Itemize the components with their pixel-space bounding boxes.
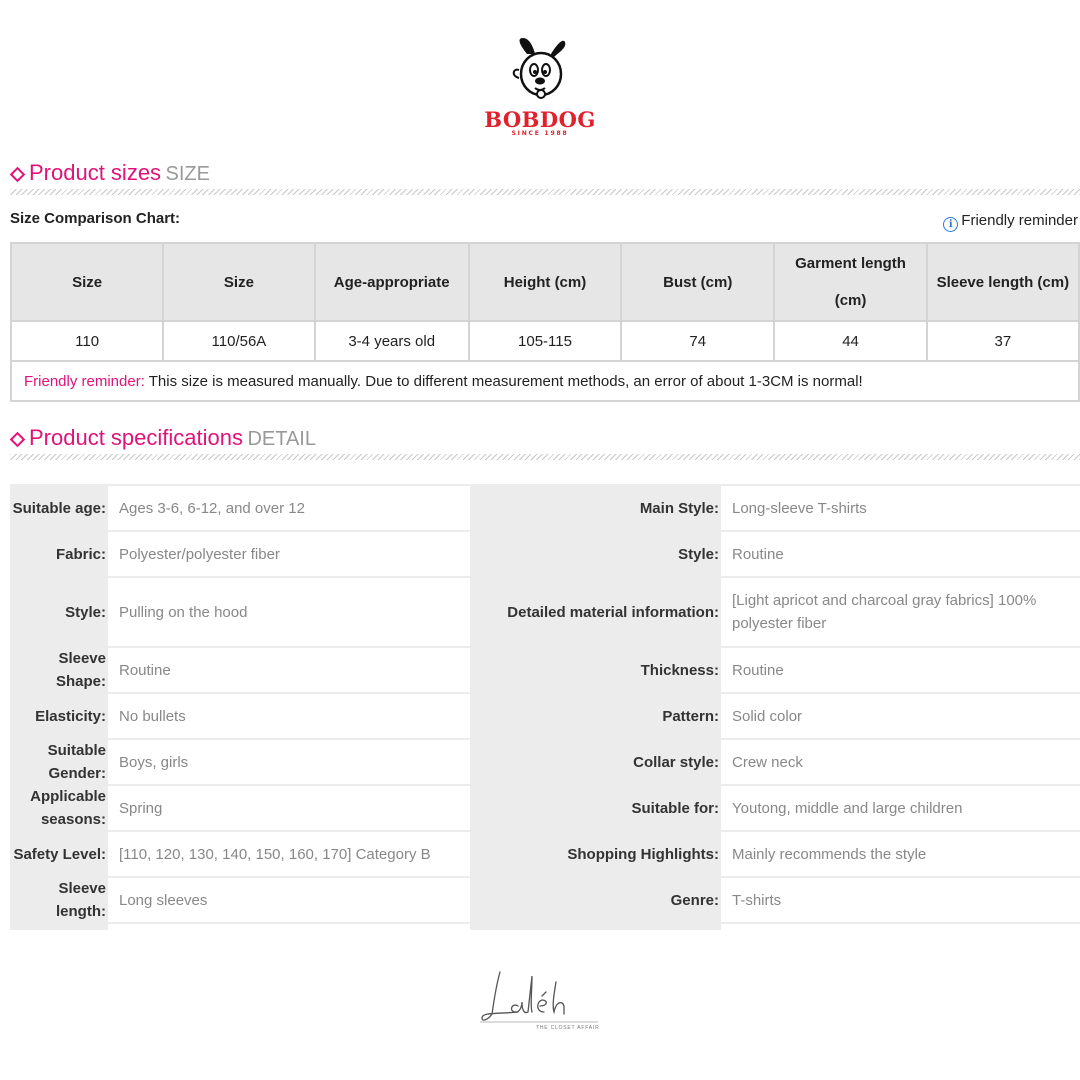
diamond-icon: [10, 166, 26, 182]
section-divider: [10, 189, 1080, 195]
table-cell: 110/56A: [163, 321, 314, 361]
spec-label: Sleeve Shape:: [55, 650, 106, 690]
spec-label: Elasticity:: [35, 707, 106, 725]
table-header: Age-appropriate: [315, 243, 469, 321]
spec-row: [10, 878, 1080, 922]
spec-label: Applicable seasons:: [30, 788, 106, 828]
table-cell: 74: [621, 321, 774, 361]
brand-since: SINCE 1988: [511, 130, 569, 137]
spec-value: [110, 120, 130, 140, 150, 160, 170] Category B: [108, 832, 470, 876]
table-header: Sleeve length (cm): [927, 243, 1079, 321]
spec-row-cutoff: [10, 924, 1080, 930]
svg-text:THE CLOSET AFFAIR: THE CLOSET AFFAIR: [536, 1025, 600, 1031]
table-cell: 44: [774, 321, 926, 361]
section-divider: [10, 454, 1080, 460]
spec-label: Shopping Highlights:: [567, 845, 719, 863]
diamond-icon: [10, 431, 26, 447]
spec-row: [10, 578, 1080, 646]
spec-value: No bullets: [108, 694, 470, 738]
specs-section-subtitle: DETAIL: [247, 428, 316, 450]
spec-row: [10, 832, 1080, 876]
spec-value: Pulling on the hood: [108, 578, 470, 646]
size-note: [11, 361, 1079, 401]
spec-value: Solid color: [721, 694, 1080, 738]
spec-row: [10, 532, 1080, 576]
sizes-section-header: [10, 160, 1080, 186]
table-cell: 110: [11, 321, 163, 361]
spec-value: Youtong, middle and large children: [721, 786, 1080, 830]
spec-row: [10, 694, 1080, 738]
table-cell: 37: [927, 321, 1079, 361]
sizes-section-title: Product sizes: [29, 160, 162, 185]
spec-label: Suitable age:: [12, 499, 106, 517]
spec-value-empty: [721, 924, 1080, 930]
spec-label: Pattern:: [662, 707, 719, 725]
spec-value: Routine: [108, 648, 470, 692]
specs-table: [10, 484, 1080, 930]
spec-label: Detailed material information:: [507, 603, 719, 621]
spec-label: Thickness:: [640, 661, 719, 679]
spec-row: [10, 486, 1080, 530]
table-header: Bust (cm): [621, 243, 774, 321]
spec-value-empty: [108, 924, 470, 930]
size-note-text: This size is measured manually. Due to different measurement methods, an error of about 1-3CM is normal!: [144, 372, 863, 390]
spec-value: Ages 3-6, 6-12, and over 12: [108, 486, 470, 530]
spec-label: Fabric:: [55, 545, 106, 563]
dog-mascot-icon: [505, 36, 575, 104]
spec-label: Suitable for:: [631, 799, 719, 817]
spec-label: Genre:: [670, 891, 719, 909]
size-chart-title: Size Comparison Chart:: [10, 210, 181, 227]
spec-row: [10, 740, 1080, 784]
spec-label: Collar style:: [633, 753, 719, 771]
spec-label: Sleeve length:: [56, 880, 106, 920]
spec-value: Spring: [108, 786, 470, 830]
spec-label: Style:: [678, 545, 719, 563]
spec-label: Main Style:: [639, 499, 719, 517]
specs-section-header: [10, 425, 1080, 451]
spec-value: Polyester/polyester fiber: [108, 532, 470, 576]
spec-value: Routine: [721, 532, 1080, 576]
table-cell: 105-115: [469, 321, 621, 361]
table-header: Garment length (cm): [774, 243, 926, 321]
table-row: [11, 321, 1079, 361]
friendly-reminder-label: Friendly reminder: [961, 212, 1078, 229]
table-note-row: [11, 361, 1079, 401]
spec-value: Routine: [721, 648, 1080, 692]
spec-value: Mainly recommends the style: [721, 832, 1080, 876]
spec-value: Long-sleeve T-shirts: [721, 486, 1080, 530]
bobdog-logo: [470, 36, 610, 144]
table-header-row: [11, 243, 1079, 321]
spec-label: Style:: [65, 603, 106, 621]
table-cell: 3-4 years old: [315, 321, 469, 361]
spec-label: Safety Level:: [13, 845, 106, 863]
signature-logo: [478, 962, 604, 1032]
spec-value: Long sleeves: [108, 878, 470, 922]
info-icon: i: [943, 217, 958, 232]
table-header: Height (cm): [469, 243, 621, 321]
spec-row: [10, 648, 1080, 692]
friendly-reminder-link[interactable]: [943, 212, 1078, 232]
table-header: Size: [163, 243, 314, 321]
brand-name: BOBDOG: [484, 107, 596, 132]
spec-value: T-shirts: [721, 878, 1080, 922]
spec-label: Suitable Gender:: [47, 742, 106, 782]
spec-row: [10, 786, 1080, 830]
size-note-label: Friendly reminder:: [24, 372, 145, 390]
spec-value: [Light apricot and charcoal gray fabrics] 100% polyester fiber: [721, 578, 1080, 646]
spec-value: Boys, girls: [108, 740, 470, 784]
spec-value: Crew neck: [721, 740, 1080, 784]
specs-section-title: Product specifications: [29, 425, 243, 450]
size-chart-table: [10, 242, 1080, 402]
sizes-section-subtitle: SIZE: [165, 163, 210, 185]
table-header: Size: [11, 243, 163, 321]
